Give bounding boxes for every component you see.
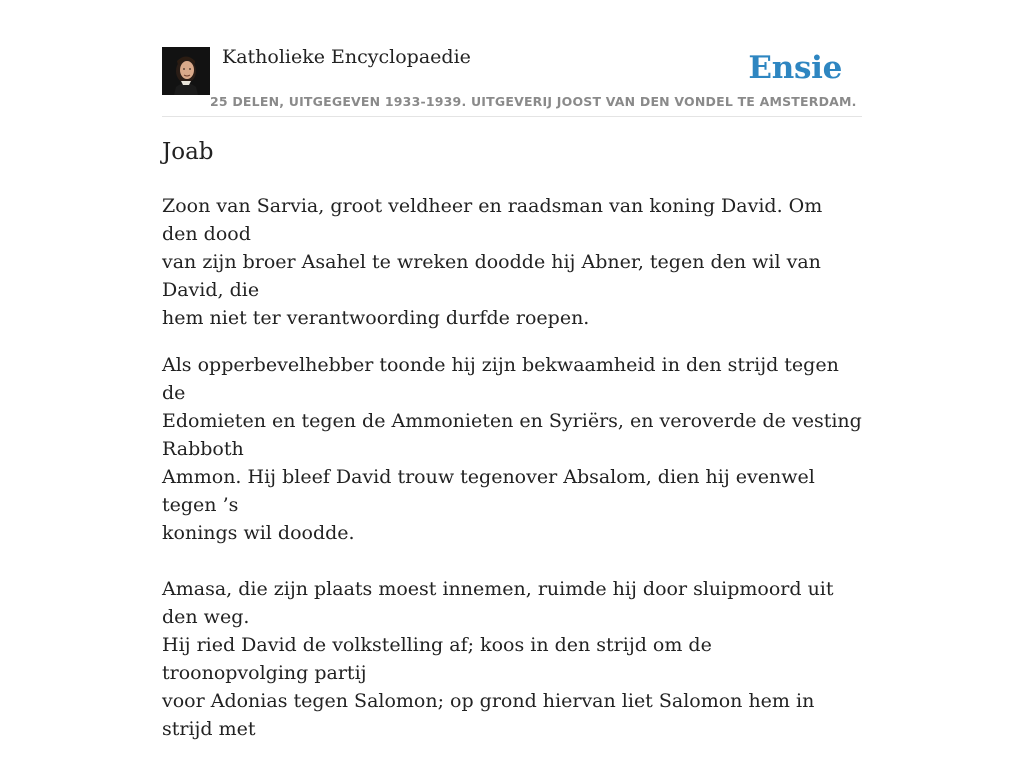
book-subtitle: 25 DELEN, UITGEGEVEN 1933-1939. UITGEVERIJ JOOST VAN DEN VONDEL TE AMSTERDAM. (210, 94, 857, 109)
entry-paragraph: Zoon van Sarvia, groot veldheer en raadsman van koning David. Om den dood van zijn broer Asahel te wreken doodde hij Abner, tegen den wil van David, die hem niet ter verantwoording durfde roepen. (162, 195, 823, 329)
portrait-icon (162, 47, 210, 95)
book-header (162, 44, 862, 117)
entry-body (162, 192, 862, 762)
entry-title: Joab (162, 139, 214, 165)
entry-paragraph: Als opperbevelhebber toonde hij zijn bekwaamheid in den strijd tegen de Edomieten en tegen de Ammonieten en Syriërs, en veroverde de vesting Rabboth Ammon. Hij bleef David trouw tegenover Absalom, dien hij evenwel tegen ’s konings wil doodde. Amasa, die zijn plaats moest innemen, ruimde hij door sluipmoord uit den weg. Hij ried David de volkstelling af; koos in den strijd om de troonopvolging partij voor Adonias tegen Salomon; op grond hiervan liet Salomon hem in strijd met (162, 354, 862, 740)
book-title[interactable]: Katholieke Encyclopaedie (222, 46, 471, 68)
book-avatar[interactable] (162, 47, 210, 95)
ensie-logo-link[interactable]: Ensie (748, 50, 842, 86)
